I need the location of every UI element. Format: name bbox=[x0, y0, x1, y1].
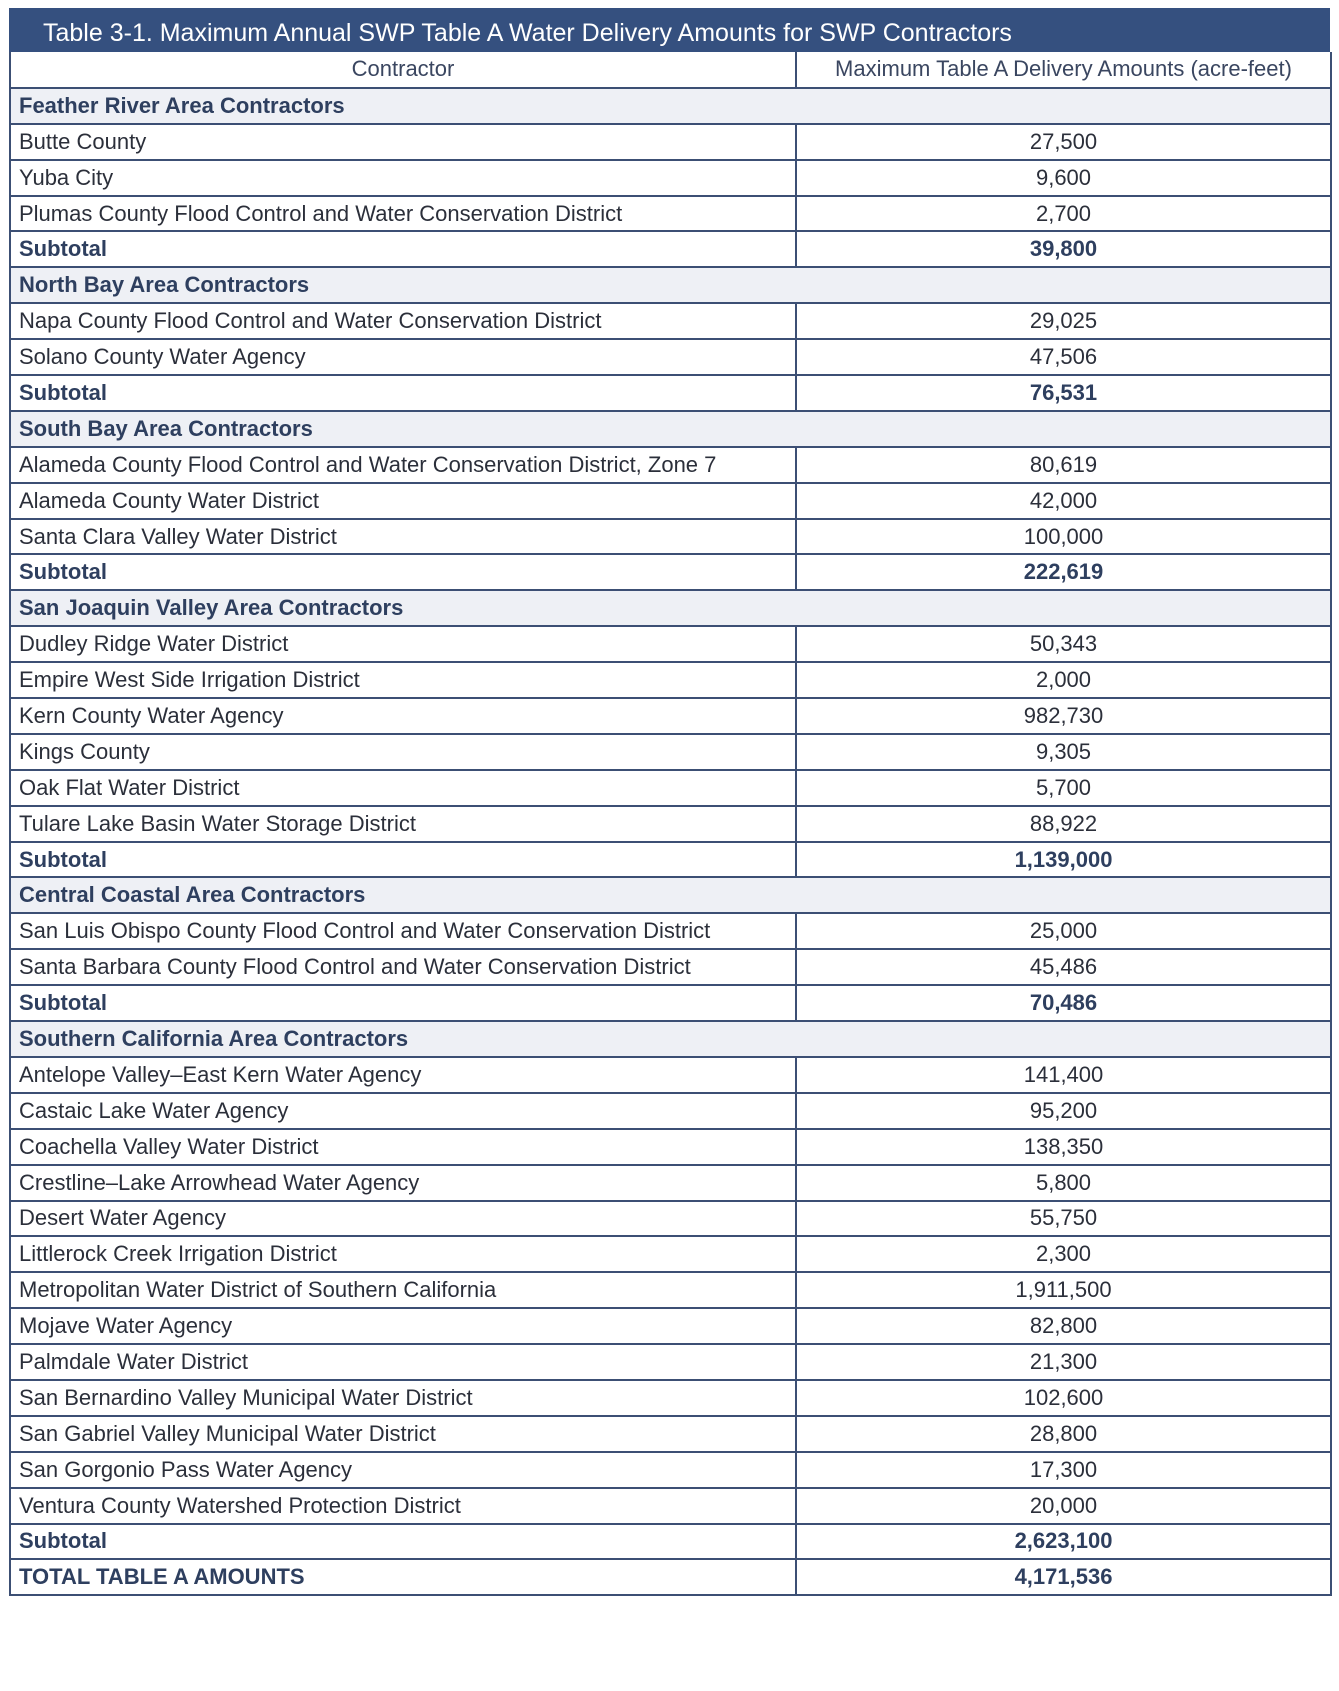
delivery-amount: 42,000 bbox=[796, 483, 1331, 519]
section-empty-cell bbox=[796, 411, 1331, 447]
subtotal-amount: 2,623,100 bbox=[796, 1524, 1331, 1560]
section-row bbox=[10, 267, 1331, 303]
table-row bbox=[10, 1416, 1331, 1452]
table-row bbox=[10, 1236, 1331, 1272]
delivery-amount: 2,300 bbox=[796, 1236, 1331, 1272]
contractor-name: Crestline–Lake Arrowhead Water Agency bbox=[10, 1165, 796, 1201]
table-row bbox=[10, 1272, 1331, 1308]
table-row bbox=[10, 662, 1331, 698]
contractor-name: Solano County Water Agency bbox=[10, 339, 796, 375]
total-label: TOTAL TABLE A AMOUNTS bbox=[10, 1559, 796, 1595]
contractor-name: Palmdale Water District bbox=[10, 1344, 796, 1380]
subtotal-label: Subtotal bbox=[10, 1524, 796, 1560]
table-row bbox=[10, 949, 1331, 985]
section-label: Southern California Area Contractors bbox=[10, 1021, 796, 1057]
section-label: South Bay Area Contractors bbox=[10, 411, 796, 447]
subtotal-amount: 1,139,000 bbox=[796, 842, 1331, 878]
delivery-amount: 28,800 bbox=[796, 1416, 1331, 1452]
delivery-amount: 100,000 bbox=[796, 519, 1331, 555]
delivery-amount: 80,619 bbox=[796, 447, 1331, 483]
contractor-name: Yuba City bbox=[10, 160, 796, 196]
contractor-name: Alameda County Flood Control and Water Conservation District, Zone 7 bbox=[10, 447, 796, 483]
contractor-name: Ventura County Watershed Protection District bbox=[10, 1488, 796, 1524]
contractor-name: Dudley Ridge Water District bbox=[10, 626, 796, 662]
delivery-amount: 50,343 bbox=[796, 626, 1331, 662]
subtotal-label: Subtotal bbox=[10, 842, 796, 878]
header-contractor: Contractor bbox=[10, 52, 796, 88]
contractor-name: Littlerock Creek Irrigation District bbox=[10, 1236, 796, 1272]
table-row bbox=[10, 160, 1331, 196]
contractor-name: Empire West Side Irrigation District bbox=[10, 662, 796, 698]
table-row bbox=[10, 124, 1331, 160]
delivery-amount: 9,305 bbox=[796, 734, 1331, 770]
subtotal-label: Subtotal bbox=[10, 985, 796, 1021]
delivery-amount: 9,600 bbox=[796, 160, 1331, 196]
subtotal-amount: 222,619 bbox=[796, 554, 1331, 590]
delivery-amount: 2,700 bbox=[796, 196, 1331, 232]
table-row bbox=[10, 1488, 1331, 1524]
delivery-amount: 47,506 bbox=[796, 339, 1331, 375]
table-row bbox=[10, 1308, 1331, 1344]
contractor-name: San Gorgonio Pass Water Agency bbox=[10, 1452, 796, 1488]
contractor-name: Castaic Lake Water Agency bbox=[10, 1093, 796, 1129]
delivery-amount: 29,025 bbox=[796, 303, 1331, 339]
table-row bbox=[10, 734, 1331, 770]
delivery-amount: 82,800 bbox=[796, 1308, 1331, 1344]
table-row bbox=[10, 626, 1331, 662]
contractor-name: San Gabriel Valley Municipal Water District bbox=[10, 1416, 796, 1452]
table-row bbox=[10, 1057, 1331, 1093]
subtotal-row bbox=[10, 554, 1331, 590]
subtotal-label: Subtotal bbox=[10, 231, 796, 267]
total-amount: 4,171,536 bbox=[796, 1559, 1331, 1595]
subtotal-label: Subtotal bbox=[10, 375, 796, 411]
table-container bbox=[9, 8, 1330, 1596]
table-row bbox=[10, 1452, 1331, 1488]
section-label: San Joaquin Valley Area Contractors bbox=[10, 590, 796, 626]
delivery-amount: 88,922 bbox=[796, 806, 1331, 842]
delivery-amount: 2,000 bbox=[796, 662, 1331, 698]
section-label: North Bay Area Contractors bbox=[10, 267, 796, 303]
contractor-name: Butte County bbox=[10, 124, 796, 160]
contractor-name: Kings County bbox=[10, 734, 796, 770]
table-row bbox=[10, 1165, 1331, 1201]
section-empty-cell bbox=[796, 877, 1331, 913]
delivery-amount: 95,200 bbox=[796, 1093, 1331, 1129]
section-row bbox=[10, 88, 1331, 124]
subtotal-amount: 39,800 bbox=[796, 231, 1331, 267]
delivery-amount: 102,600 bbox=[796, 1380, 1331, 1416]
section-label: Feather River Area Contractors bbox=[10, 88, 796, 124]
contractor-name: Napa County Flood Control and Water Conservation District bbox=[10, 303, 796, 339]
section-row bbox=[10, 590, 1331, 626]
table-row bbox=[10, 1129, 1331, 1165]
contractor-name: Santa Barbara County Flood Control and Water Conservation District bbox=[10, 949, 796, 985]
contractor-name: Desert Water Agency bbox=[10, 1201, 796, 1237]
contractor-name: Oak Flat Water District bbox=[10, 770, 796, 806]
section-empty-cell bbox=[796, 88, 1331, 124]
table-row bbox=[10, 1344, 1331, 1380]
delivery-amount: 45,486 bbox=[796, 949, 1331, 985]
subtotal-row bbox=[10, 375, 1331, 411]
subtotal-row bbox=[10, 1524, 1331, 1560]
contractor-name: San Luis Obispo County Flood Control and Water Conservation District bbox=[10, 913, 796, 949]
contractor-name: Plumas County Flood Control and Water Conservation District bbox=[10, 196, 796, 232]
section-row bbox=[10, 877, 1331, 913]
section-empty-cell bbox=[796, 267, 1331, 303]
table-row bbox=[10, 698, 1331, 734]
table-row bbox=[10, 913, 1331, 949]
header-row bbox=[10, 52, 1331, 88]
delivery-amount: 17,300 bbox=[796, 1452, 1331, 1488]
table-row bbox=[10, 770, 1331, 806]
delivery-amount: 25,000 bbox=[796, 913, 1331, 949]
subtotal-row bbox=[10, 985, 1331, 1021]
contractor-name: Alameda County Water District bbox=[10, 483, 796, 519]
table-row bbox=[10, 806, 1331, 842]
subtotal-amount: 70,486 bbox=[796, 985, 1331, 1021]
total-row bbox=[10, 1559, 1331, 1595]
contractor-name: Metropolitan Water District of Southern California bbox=[10, 1272, 796, 1308]
table-row bbox=[10, 519, 1331, 555]
table-body bbox=[10, 88, 1331, 1595]
contractor-name: Tulare Lake Basin Water Storage District bbox=[10, 806, 796, 842]
delivery-amount: 141,400 bbox=[796, 1057, 1331, 1093]
delivery-amount: 138,350 bbox=[796, 1129, 1331, 1165]
table-row bbox=[10, 303, 1331, 339]
delivery-amount: 55,750 bbox=[796, 1201, 1331, 1237]
delivery-amount: 20,000 bbox=[796, 1488, 1331, 1524]
contractor-name: Mojave Water Agency bbox=[10, 1308, 796, 1344]
contractor-name: Coachella Valley Water District bbox=[10, 1129, 796, 1165]
section-row bbox=[10, 411, 1331, 447]
section-label: Central Coastal Area Contractors bbox=[10, 877, 796, 913]
delivery-amount: 27,500 bbox=[796, 124, 1331, 160]
contractor-name: Kern County Water Agency bbox=[10, 698, 796, 734]
subtotal-label: Subtotal bbox=[10, 554, 796, 590]
subtotal-row bbox=[10, 231, 1331, 267]
subtotal-amount: 76,531 bbox=[796, 375, 1331, 411]
delivery-amount: 21,300 bbox=[796, 1344, 1331, 1380]
table-title: Table 3-1. Maximum Annual SWP Table A Water Delivery Amounts for SWP Contractors bbox=[9, 8, 1330, 52]
section-empty-cell bbox=[796, 590, 1331, 626]
header-amount: Maximum Table A Delivery Amounts (acre-feet) bbox=[796, 52, 1331, 88]
table-row bbox=[10, 1093, 1331, 1129]
delivery-amount: 982,730 bbox=[796, 698, 1331, 734]
table-row bbox=[10, 447, 1331, 483]
delivery-amount: 5,700 bbox=[796, 770, 1331, 806]
contractor-name: San Bernardino Valley Municipal Water District bbox=[10, 1380, 796, 1416]
table-row bbox=[10, 1380, 1331, 1416]
subtotal-row bbox=[10, 842, 1331, 878]
delivery-amount: 1,911,500 bbox=[796, 1272, 1331, 1308]
table-row bbox=[10, 1201, 1331, 1237]
contractor-name: Antelope Valley–East Kern Water Agency bbox=[10, 1057, 796, 1093]
table-row bbox=[10, 483, 1331, 519]
section-empty-cell bbox=[796, 1021, 1331, 1057]
delivery-table bbox=[9, 52, 1332, 1596]
table-row bbox=[10, 196, 1331, 232]
delivery-amount: 5,800 bbox=[796, 1165, 1331, 1201]
section-row bbox=[10, 1021, 1331, 1057]
table-row bbox=[10, 339, 1331, 375]
contractor-name: Santa Clara Valley Water District bbox=[10, 519, 796, 555]
